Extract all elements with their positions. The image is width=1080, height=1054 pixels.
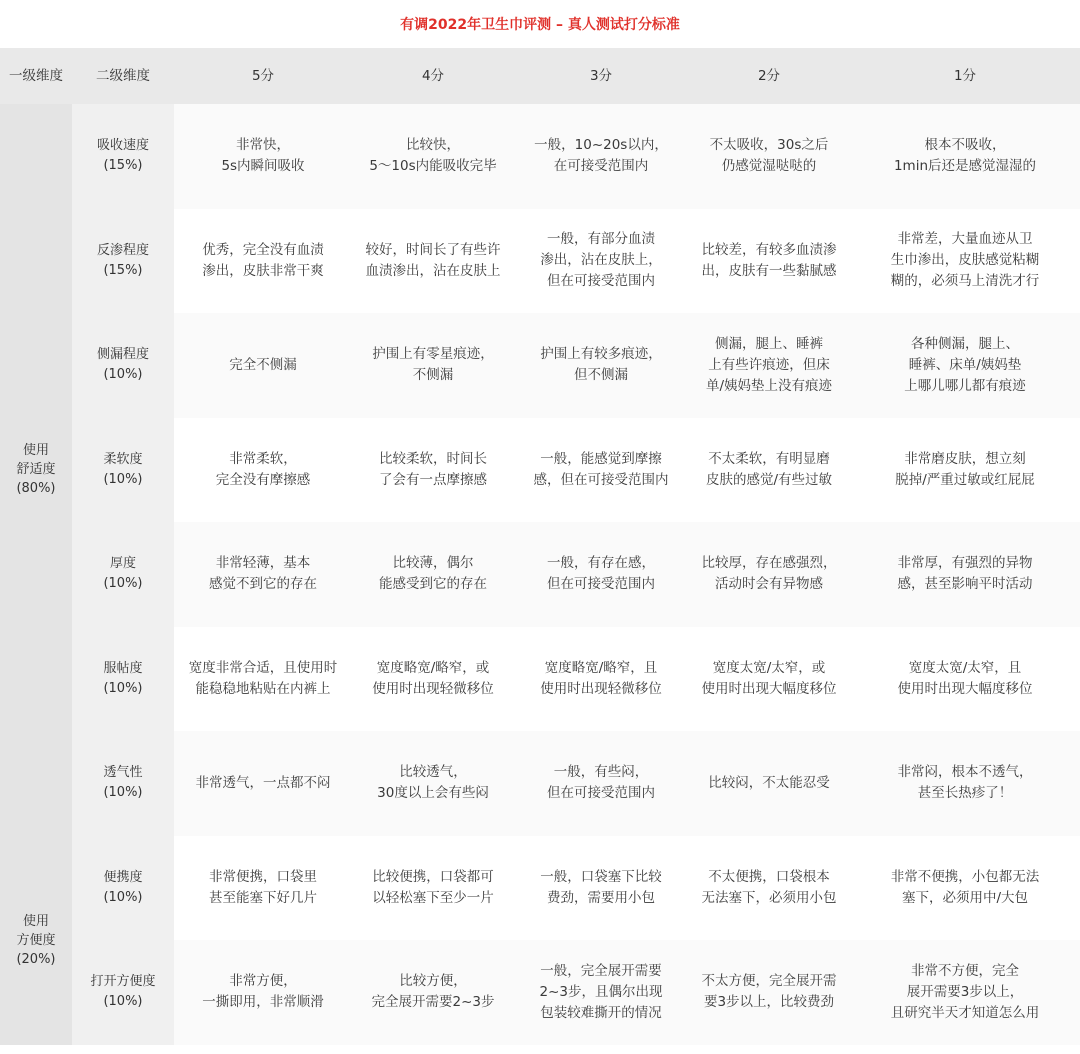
score-1-cell	[850, 313, 1080, 418]
level2-dimension	[72, 104, 174, 209]
text-line: 甚至长热疹了！	[917, 785, 1013, 802]
text-line: 较好，时间长了有些许	[365, 241, 501, 258]
text-line: 一撕即用，非常顺滑	[202, 994, 324, 1011]
text-line: 非常厚，有强烈的异物	[897, 555, 1033, 572]
header-score-5: 5分	[174, 48, 352, 104]
text-line: (10%)	[103, 367, 143, 383]
score-2-cell	[688, 731, 850, 836]
text-line: 一般，有存在感，	[547, 555, 655, 572]
score-1-cell	[850, 836, 1080, 941]
text-line: 渗出，沾在皮肤上，	[540, 252, 662, 269]
text-line: 比较便携，口袋都可	[372, 868, 494, 885]
header-level2: 二级维度	[72, 48, 174, 104]
text-line: 感，但在可接受范围内	[533, 471, 669, 488]
score-1-cell	[850, 104, 1080, 209]
text-line: 不太方便，完全展开需	[701, 973, 837, 990]
text-line: 活动时会有异物感	[715, 576, 823, 593]
text-line: 包装较难撕开的情况	[540, 1004, 662, 1021]
table-row	[0, 731, 1080, 836]
score-3-cell	[514, 313, 688, 418]
text-line: 宽度略宽/略窄，且	[544, 659, 658, 676]
score-2-cell	[688, 836, 850, 941]
text-line: 出，皮肤有一些黏腻感	[701, 262, 837, 279]
text-line: (15%)	[103, 262, 143, 278]
text-line: 脱掉/严重过敏或红屁屁	[895, 471, 1035, 488]
text-line: 完全没有摩擦感	[215, 471, 311, 488]
text-line: 不太柔软，有明显磨	[708, 450, 830, 467]
score-4-cell	[352, 731, 514, 836]
score-5-cell	[174, 313, 352, 418]
text-line: 根本不吸收，	[924, 137, 1006, 154]
score-4-cell	[352, 836, 514, 941]
text-line: (20%)	[16, 951, 56, 967]
level2-dimension	[72, 522, 174, 627]
text-line: 非常不便携，小包都无法	[890, 868, 1040, 885]
level2-dimension	[72, 627, 174, 732]
text-line: 比较薄，偶尔	[392, 555, 474, 572]
score-4-cell	[352, 418, 514, 523]
text-line: 仍感觉湿哒哒的	[721, 158, 817, 175]
text-line: 比较方便，	[399, 973, 467, 990]
text-line: 护围上有较多痕迹，	[540, 346, 662, 363]
score-3-cell	[514, 522, 688, 627]
text-line: 非常快，	[236, 137, 290, 154]
text-line: 无法塞下，必须用小包	[701, 889, 837, 906]
score-5-cell	[174, 104, 352, 209]
text-line: 能感受到它的存在	[379, 576, 487, 593]
score-2-cell	[688, 313, 850, 418]
text-line: 但在可接受范围内	[547, 273, 655, 290]
text-line: 使用时出现轻微移位	[372, 680, 494, 697]
text-line: 5～10s内能吸收完毕	[369, 158, 497, 175]
text-line: 展开需要3步以上，	[906, 983, 1024, 1000]
text-line: (15%)	[103, 158, 143, 174]
text-line: 非常方便，	[229, 973, 297, 990]
table-row	[0, 627, 1080, 732]
score-5-cell	[174, 209, 352, 314]
score-3-cell	[514, 209, 688, 314]
score-5-cell	[174, 418, 352, 523]
header-score-1: 1分	[850, 48, 1080, 104]
text-line: 睡裤、床单/姨妈垫	[908, 356, 1022, 373]
text-line: 生巾渗出，皮肤感觉粘糊	[890, 252, 1040, 269]
score-3-cell	[514, 731, 688, 836]
score-4-cell	[352, 104, 514, 209]
text-line: 吸收速度	[96, 138, 149, 154]
score-3-cell	[514, 940, 688, 1045]
text-line: 一般，口袋塞下比较	[540, 868, 662, 885]
text-line: 反渗程度	[96, 242, 149, 258]
score-4-cell	[352, 627, 514, 732]
score-2-cell	[688, 209, 850, 314]
score-1-cell	[850, 731, 1080, 836]
text-line: 完全不侧漏	[229, 356, 297, 373]
score-1-cell	[850, 522, 1080, 627]
header-score-3: 3分	[514, 48, 688, 104]
text-line: 透气性	[103, 765, 143, 781]
score-4-cell	[352, 313, 514, 418]
level1-dimension	[0, 104, 72, 836]
score-3-cell	[514, 627, 688, 732]
header-level1: 一级维度	[0, 48, 72, 104]
text-line: 各种侧漏，腿上、	[911, 335, 1019, 352]
score-1-cell	[850, 209, 1080, 314]
text-line: 不太吸收，30s之后	[709, 137, 829, 154]
text-line: 使用	[22, 913, 49, 929]
text-line: 非常磨皮肤，想立刻	[904, 450, 1026, 467]
text-line: 30度以上会有些闷	[377, 785, 489, 802]
text-line: 以轻松塞下至少一片	[372, 889, 494, 906]
text-line: 塞下，必须用中/大包	[901, 889, 1029, 906]
text-line: (10%)	[103, 576, 143, 592]
text-line: 比较快，	[406, 137, 460, 154]
text-line: 了会有一点摩擦感	[379, 471, 487, 488]
text-line: 打开方便度	[90, 974, 156, 990]
text-line: 一般，有部分血渍	[547, 231, 655, 248]
text-line: 血渍渗出，沾在皮肤上	[365, 262, 501, 279]
level2-dimension	[72, 313, 174, 418]
text-line: (80%)	[16, 481, 56, 497]
text-line: 比较厚，存在感强烈，	[701, 555, 837, 572]
scoring-table	[0, 48, 1080, 1045]
text-line: 非常透气，一点都不闷	[195, 774, 331, 791]
text-line: 非常轻薄，基本	[215, 555, 311, 572]
score-2-cell	[688, 522, 850, 627]
text-line: 一般，完全展开需要	[540, 962, 662, 979]
score-1-cell	[850, 940, 1080, 1045]
score-3-cell	[514, 418, 688, 523]
score-4-cell	[352, 209, 514, 314]
text-line: 侧漏程度	[96, 347, 149, 363]
score-5-cell	[174, 836, 352, 941]
level1-dimension	[0, 836, 72, 1045]
text-line: 宽度非常合适，且使用时	[188, 659, 338, 676]
text-line: 5s内瞬间吸收	[221, 158, 305, 175]
text-line: 皮肤的感觉/有些过敏	[705, 471, 833, 488]
text-line: 服帖度	[103, 660, 143, 676]
text-line: 使用时出现轻微移位	[540, 680, 662, 697]
text-line: 非常便携，口袋里	[209, 868, 317, 885]
text-line: 但在可接受范围内	[547, 576, 655, 593]
table-row	[0, 104, 1080, 209]
text-line: 非常柔软，	[229, 450, 297, 467]
text-line: 宽度略宽/略窄，或	[376, 659, 490, 676]
text-line: (10%)	[103, 785, 143, 801]
text-line: 舒适度	[16, 462, 56, 478]
score-3-cell	[514, 104, 688, 209]
header-score-4: 4分	[352, 48, 514, 104]
text-line: 使用时出现大幅度移位	[897, 680, 1033, 697]
text-line: 方便度	[16, 932, 56, 948]
score-2-cell	[688, 104, 850, 209]
table-row	[0, 522, 1080, 627]
level2-dimension	[72, 940, 174, 1045]
text-line: 完全展开需要2~3步	[371, 994, 495, 1011]
header-row	[0, 48, 1080, 104]
text-line: (10%)	[103, 680, 143, 696]
text-line: 优秀，完全没有血渍	[202, 241, 324, 258]
level2-dimension	[72, 418, 174, 523]
text-line: 且研究半天才知道怎么用	[890, 1004, 1040, 1021]
text-line: 但在可接受范围内	[547, 785, 655, 802]
score-5-cell	[174, 627, 352, 732]
text-line: 侧漏，腿上、睡裤	[715, 335, 823, 352]
table-row	[0, 313, 1080, 418]
score-1-cell	[850, 627, 1080, 732]
text-line: 宽度太宽/太窄，且	[908, 659, 1022, 676]
text-line: 在可接受范围内	[553, 158, 649, 175]
text-line: (10%)	[103, 889, 143, 905]
text-line: 比较柔软，时间长	[379, 450, 487, 467]
text-line: (10%)	[103, 471, 143, 487]
text-line: 糊的，必须马上清洗才行	[890, 273, 1040, 290]
page-title: 有调2022年卫生巾评测 – 真人测试打分标准	[400, 17, 680, 33]
text-line: 能稳稳地粘贴在内裤上	[195, 680, 331, 697]
text-line: 厚度	[109, 556, 136, 572]
text-line: 比较闷，不太能忍受	[708, 774, 830, 791]
text-line: 甚至能塞下好几片	[209, 889, 317, 906]
text-line: 宽度太宽/太窄，或	[712, 659, 826, 676]
score-5-cell	[174, 731, 352, 836]
level2-dimension	[72, 731, 174, 836]
text-line: 费劲，需要用小包	[547, 889, 655, 906]
text-line: 护围上有零星痕迹，	[372, 346, 494, 363]
text-line: 使用时出现大幅度移位	[701, 680, 837, 697]
score-2-cell	[688, 627, 850, 732]
text-line: 使用	[22, 443, 49, 459]
text-line: (10%)	[103, 994, 143, 1010]
score-5-cell	[174, 522, 352, 627]
text-line: 非常差，大量血迹从卫	[897, 231, 1033, 248]
text-line: 感觉不到它的存在	[209, 576, 317, 593]
score-3-cell	[514, 836, 688, 941]
text-line: 渗出，皮肤非常干爽	[202, 262, 324, 279]
text-line: 不侧漏	[412, 367, 454, 384]
score-4-cell	[352, 522, 514, 627]
text-line: 但不侧漏	[574, 367, 628, 384]
level2-dimension	[72, 209, 174, 314]
text-line: 单/姨妈垫上没有痕迹	[705, 377, 833, 394]
score-2-cell	[688, 940, 850, 1045]
text-line: 非常闷，根本不透气，	[897, 764, 1033, 781]
table-row	[0, 836, 1080, 941]
header-score-2: 2分	[688, 48, 850, 104]
table-row	[0, 209, 1080, 314]
table-row	[0, 940, 1080, 1045]
text-line: 1min后还是感觉湿湿的	[893, 158, 1037, 175]
text-line: 一般，10~20s以内，	[534, 137, 668, 154]
text-line: 2~3步，且偶尔出现	[539, 983, 663, 1000]
text-line: 一般，能感觉到摩擦	[540, 450, 662, 467]
text-line: 上哪儿哪儿都有痕迹	[904, 377, 1026, 394]
table-row	[0, 418, 1080, 523]
text-line: 非常不方便，完全	[911, 962, 1019, 979]
text-line: 柔软度	[103, 451, 143, 467]
text-line: 感，甚至影响平时活动	[897, 576, 1033, 593]
text-line: 上有些许痕迹，但床	[708, 356, 830, 373]
score-4-cell	[352, 940, 514, 1045]
text-line: 比较差，有较多血渍渗	[701, 241, 837, 258]
text-line: 便携度	[103, 869, 143, 885]
score-2-cell	[688, 418, 850, 523]
level2-dimension	[72, 836, 174, 941]
text-line: 一般，有些闷，	[553, 764, 649, 781]
score-5-cell	[174, 940, 352, 1045]
text-line: 要3步以上，比较费劲	[703, 994, 835, 1011]
text-line: 比较透气，	[399, 764, 467, 781]
text-line: 不太便携，口袋根本	[708, 868, 830, 885]
score-1-cell	[850, 418, 1080, 523]
